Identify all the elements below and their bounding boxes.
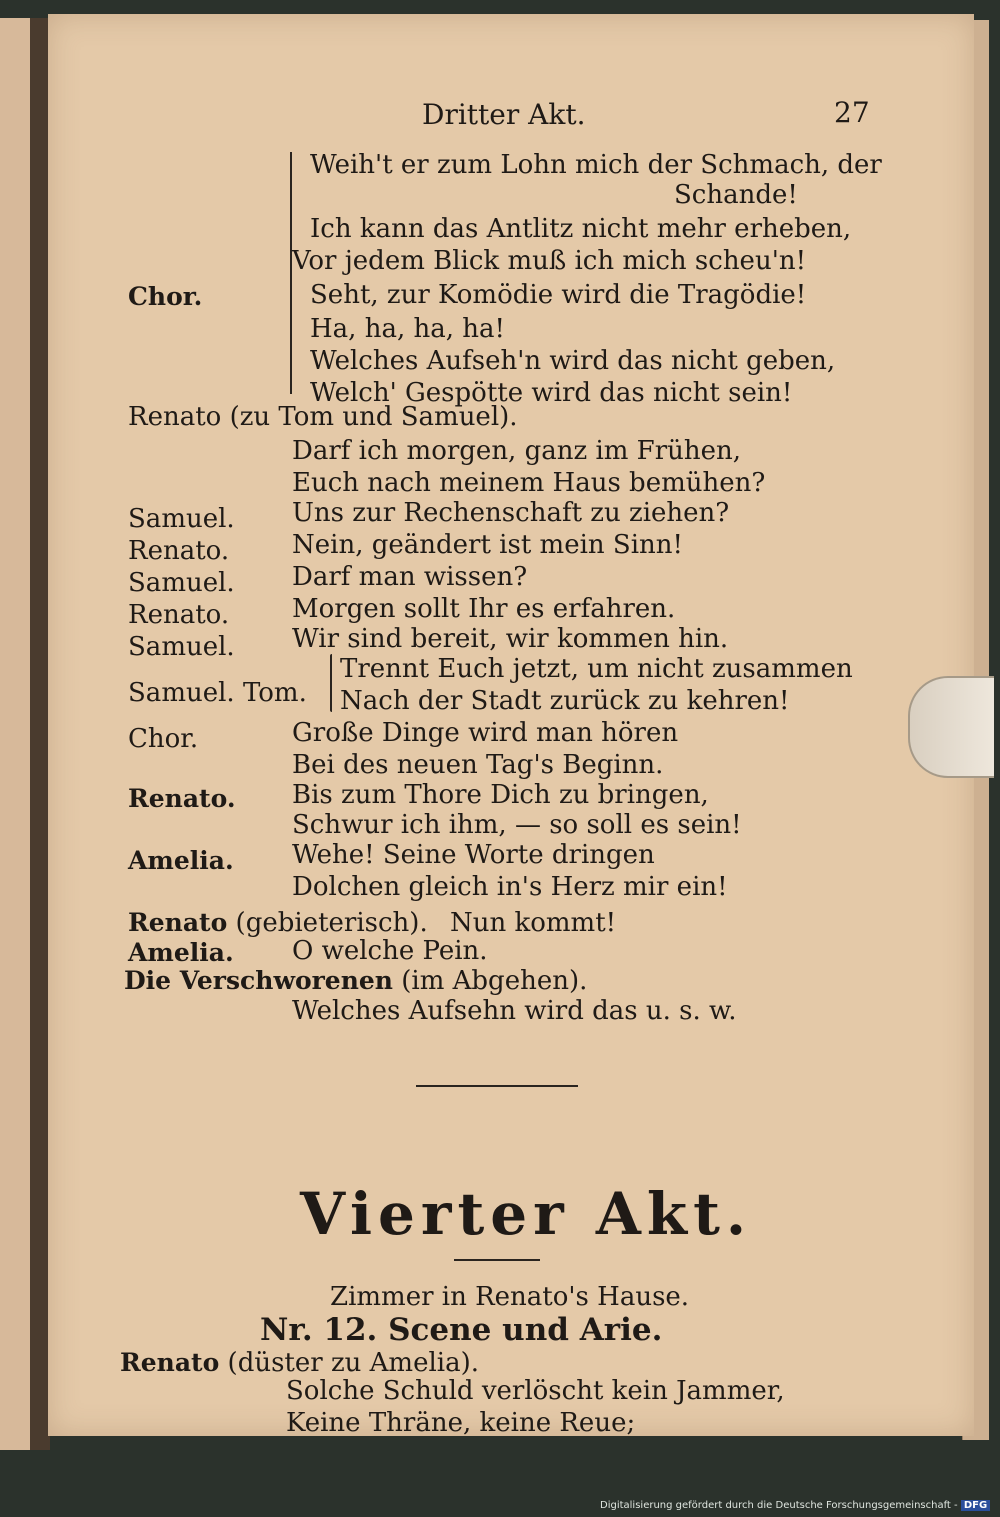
footer-credit: [600, 1500, 990, 1511]
conspirators-speaker: Die Verschworenen: [124, 966, 393, 995]
dialogue-speaker-5: Samuel.: [128, 632, 235, 662]
chor-line-1: Weih't er zum Lohn mich der Schmach, der: [310, 150, 882, 180]
dialogue-line-2: Nein, geändert ist mein Sinn!: [292, 530, 683, 560]
chor-line-7: Welches Aufseh'n wird das nicht geben,: [310, 346, 836, 376]
dfg-logo: DFG: [961, 1500, 990, 1511]
footer-text: Digitalisierung gefördert durch die Deutsche Forschungsgemeinschaft -: [600, 1500, 958, 1511]
renato-line-2: Euch nach meinem Haus bemühen?: [292, 468, 766, 498]
speaker-chor: Chor.: [128, 282, 203, 311]
dialogue-speaker-2: Renato.: [128, 536, 230, 566]
dialogue2-line-1: Große Dinge wird man hören: [292, 718, 679, 748]
act4-line-2: Keine Thräne, keine Reue;: [286, 1408, 636, 1438]
samuel-tom-line-1: Trennt Euch jetzt, um nicht zusammen: [340, 654, 853, 684]
act4-line-1: Solche Schuld verlöscht kein Jammer,: [286, 1376, 785, 1406]
running-title: Dritter Akt.: [422, 98, 586, 131]
bookmark-tab: [908, 676, 994, 778]
samuel-tom-line-2: Nach der Stadt zurück zu kehren!: [340, 686, 790, 716]
dialogue2-line-3: Bis zum Thore Dich zu bringen,: [292, 780, 709, 810]
renato-command-speaker: Renato: [128, 908, 228, 937]
conspirators-text: Welches Aufsehn wird das u. s. w.: [292, 996, 737, 1026]
samuel-tom-brace: [330, 654, 332, 712]
dialogue2-speaker-3: Renato.: [128, 784, 236, 813]
dialogue-line-1: Uns zur Rechenschaft zu ziehen?: [292, 498, 730, 528]
renato-line-1: Darf ich morgen, ganz im Frühen,: [292, 436, 742, 466]
renato-command-line: [128, 908, 616, 938]
chor-line-8: Welch' Gespötte wird das nicht sein!: [310, 378, 793, 408]
dialogue2-speaker-5: Amelia.: [128, 846, 234, 875]
act4-speaker: Renato: [120, 1348, 220, 1377]
dialogue-line-5: Wir sind bereit, wir kommen hin.: [292, 624, 729, 654]
dialogue-line-3: Darf man wissen?: [292, 562, 528, 592]
gutter-shadow: [30, 18, 50, 1450]
section-divider: [416, 1085, 578, 1087]
renato-command-cue: (gebieterisch).: [235, 908, 428, 938]
dialogue2-speaker-1: Chor.: [128, 724, 199, 754]
dialogue-line-4: Morgen sollt Ihr es erfahren.: [292, 594, 676, 624]
dialogue2-line-6: Dolchen gleich in's Herz mir ein!: [292, 872, 728, 902]
chor-line-5: Seht, zur Komödie wird die Tragödie!: [310, 280, 807, 310]
act-title: Vierter Akt.: [300, 1180, 753, 1248]
dialogue2-line-5: Wehe! Seine Worte dringen: [292, 840, 655, 870]
dialogue-speaker-4: Renato.: [128, 600, 230, 630]
conspirators-line: [124, 966, 587, 996]
chor-line-4: Vor jedem Blick muß ich mich scheu'n!: [292, 246, 807, 276]
scene-number: Nr. 12. Scene und Arie.: [260, 1312, 663, 1348]
chor-line-3: Ich kann das Antlitz nicht mehr erheben,: [310, 214, 852, 244]
amelia-pain-line: O welche Pein.: [292, 936, 488, 966]
conspirators-cue: (im Abgehen).: [401, 966, 588, 996]
renato-command-text: Nun kommt!: [449, 908, 617, 938]
renato-cue: Renato (zu Tom und Samuel).: [128, 402, 518, 432]
chor-line-2: Schande!: [674, 180, 798, 210]
dialogue-speaker-1: Samuel.: [128, 504, 235, 534]
amelia-pain-speaker: Amelia.: [128, 938, 234, 967]
act-title-underline: [454, 1259, 540, 1261]
dialogue2-line-2: Bei des neuen Tag's Beginn.: [292, 750, 664, 780]
speaker-samuel-tom: Samuel. Tom.: [128, 678, 307, 708]
dialogue-speaker-3: Samuel.: [128, 568, 235, 598]
dialogue2-line-4: Schwur ich ihm, — so soll es sein!: [292, 810, 742, 840]
scene-setting: Zimmer in Renato's Hause.: [330, 1282, 690, 1312]
act4-cue: (düster zu Amelia).: [227, 1348, 480, 1378]
page-number: 27: [834, 96, 870, 129]
chor-line-6: Ha, ha, ha, ha!: [310, 314, 505, 344]
book-page: [48, 14, 974, 1436]
act4-speaker-line: [120, 1348, 479, 1378]
